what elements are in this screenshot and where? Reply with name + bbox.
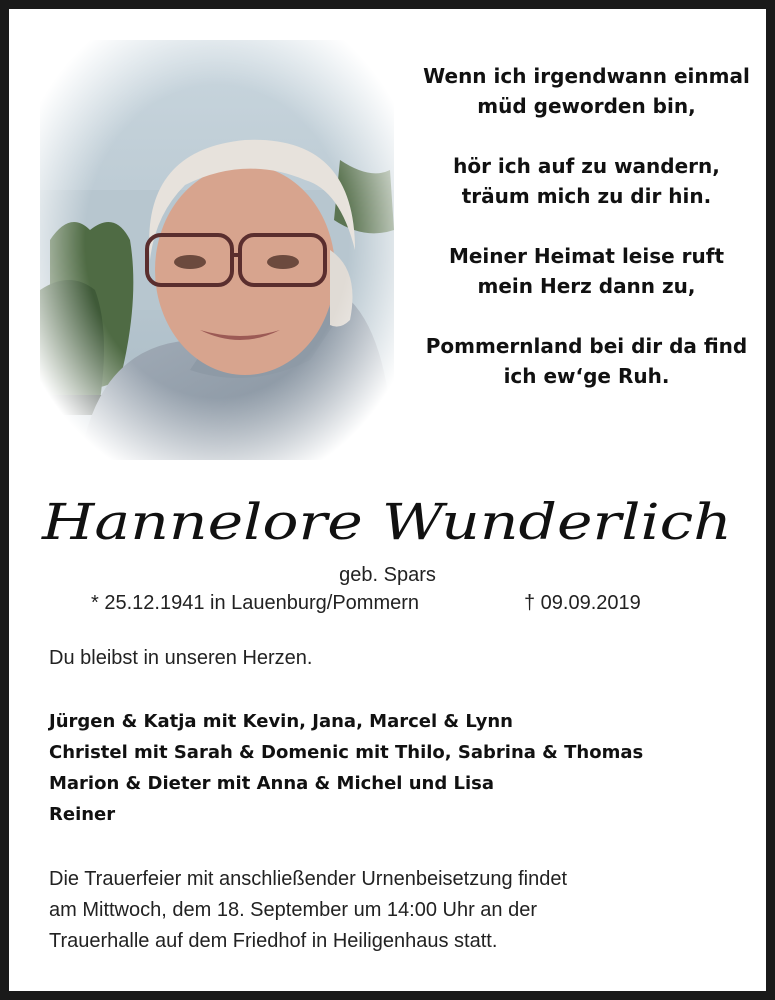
obituary-card xyxy=(9,9,766,991)
poem-stanza xyxy=(414,61,759,121)
ceremony-line: am Mittwoch, dem 18. September um 14:00 Uhr an der xyxy=(49,899,538,921)
poem-line: Meiner Heimat leise ruft xyxy=(448,244,725,268)
mourner-line: Reiner xyxy=(49,804,116,825)
poem xyxy=(414,61,759,421)
poem-line: träum mich zu dir hin. xyxy=(461,184,712,208)
deceased-name-text: Hannelore Wunderlich xyxy=(40,493,732,551)
ceremony-line: Trauerhalle auf dem Friedhof in Heiligenhaus statt. xyxy=(49,930,498,952)
deceased-name xyxy=(9,489,766,559)
birth-date: * 25.12.1941 in Lauenburg/Pommern xyxy=(91,592,420,614)
birth-name: geb. Spars xyxy=(339,564,436,586)
poem-stanza xyxy=(414,241,759,301)
mourner-line: Jürgen & Katja mit Kevin, Jana, Marcel & Lynn xyxy=(49,711,514,732)
farewell-text: Du bleibst in unseren Herzen. xyxy=(49,647,313,669)
poem-line: Wenn ich irgendwann einmal xyxy=(423,64,750,88)
poem-line: Pommernland bei dir da find xyxy=(425,334,748,358)
mourners-list xyxy=(49,706,643,830)
ceremony-notice xyxy=(49,864,567,957)
portrait-photo xyxy=(40,40,394,460)
mourner-line: Christel mit Sarah & Domenic mit Thilo, Sabrina & Thomas xyxy=(49,742,644,763)
mourner-line: Marion & Dieter mit Anna & Michel und Lisa xyxy=(49,773,495,794)
death-date: † 09.09.2019 xyxy=(524,592,641,614)
poem-stanza xyxy=(414,151,759,211)
poem-line: ich ew‘ge Ruh. xyxy=(503,364,670,388)
ceremony-line: Die Trauerfeier mit anschließender Urnenbeisetzung findet xyxy=(49,868,568,890)
poem-line: mein Herz dann zu, xyxy=(477,274,696,298)
poem-line: müd geworden bin, xyxy=(477,94,696,118)
poem-stanza xyxy=(414,331,759,391)
poem-line: hör ich auf zu wandern, xyxy=(453,154,720,178)
